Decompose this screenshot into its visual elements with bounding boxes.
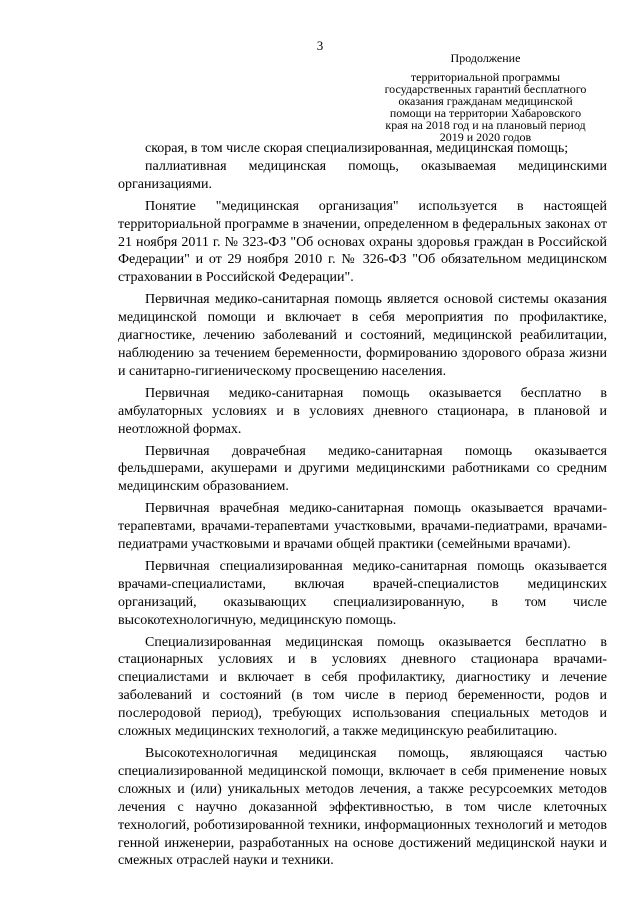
paragraph-high-tech-care: Высокотехнологичная медицинская помощь, являющаяся частью специализированной медицинской помощи, включает в себя применение новых сложных и (или) уникальных методов лечения, а также ресурсоемких методов лечения с научно доказанной эффективностью, в том числе клеточных технологий, роботизированной техники, информационных технологий и методов генной инженерии, разработанных на основе достижений медицинской науки и смежных отраслей науки и техники. — [118, 746, 607, 869]
paragraph-primary-care-free: Первичная медико-санитарная помощь оказывается бесплатно в амбулаторных условиях и в условиях дневного стационара, в плановой и неотложной формах. — [118, 385, 607, 437]
paragraph-specialized-primary-care: Первичная специализированная медико-санитарная помощь оказывается врачами-специалистами, включая врачей-специалистов медицинских организаций, оказывающих специализированную, в том числе высокотехнологичную, медицинскую помощь. — [118, 558, 607, 628]
paragraph-physician-care: Первичная врачебная медико-санитарная помощь оказывается врачами-терапевтами, врачами-терапевтами участковыми, врачами-педиатрами, врачами-педиатрами участковыми и врачами общей практики (семейными врачами). — [118, 501, 607, 553]
paragraph-pre-medical-care: Первичная доврачебная медико-санитарная помощь оказывается фельдшерами, акушерами и другими медицинскими работниками со средним медицинским образованием. — [118, 443, 607, 495]
document-body — [118, 140, 607, 870]
continuation-description: территориальной программы государственных гарантий бесплатного оказания гражданам медицинской помощи на территории Хабаровского края на 2018 год и на плановый период 2019 и 2020 годов — [384, 70, 587, 144]
continuation-label: Продолжение — [450, 51, 521, 65]
paragraph-palliative-care: паллиативная медицинская помощь, оказываемая медицинскими организациями. — [118, 158, 607, 192]
paragraph-specialized-care: Специализированная медицинская помощь оказывается бесплатно в стационарных условиях и в условиях дневного стационара врачами-специалистами и включает в себя профилактику, диагностику и лечение заболеваний и состояний (в том числе в период беременности, родов и послеродовой период), требующих использования специальных методов и сложных медицинских технологий, а также медицинскую реабилитацию. — [118, 634, 607, 740]
paragraph-medical-organization: Понятие "медицинская организация" используется в настоящей территориальной программе в значении, определенном в федеральных законах от 21 ноября 2011 г. № 323-ФЗ "Об основах охраны здоровья граждан в Российской Федерации" и от 29 ноября 2010 г. № 326-ФЗ "Об обязательном медицинском страховании в Российской Федерации". — [118, 198, 607, 286]
continuation-header — [363, 52, 608, 143]
paragraph-emergency-care: скорая, в том числе скорая специализированная, медицинская помощь; — [145, 141, 569, 156]
paragraph-primary-care: Первичная медико-санитарная помощь является основой системы оказания медицинской помощи и включает в себя мероприятия по профилактике, диагностике, лечению заболеваний и состояний, медицинской реабилитации, наблюдению за течением беременности, формированию здорового образа жизни и санитарно-гигиеническому просвещению населения. — [118, 292, 607, 379]
page-number: 3 — [316, 38, 324, 53]
